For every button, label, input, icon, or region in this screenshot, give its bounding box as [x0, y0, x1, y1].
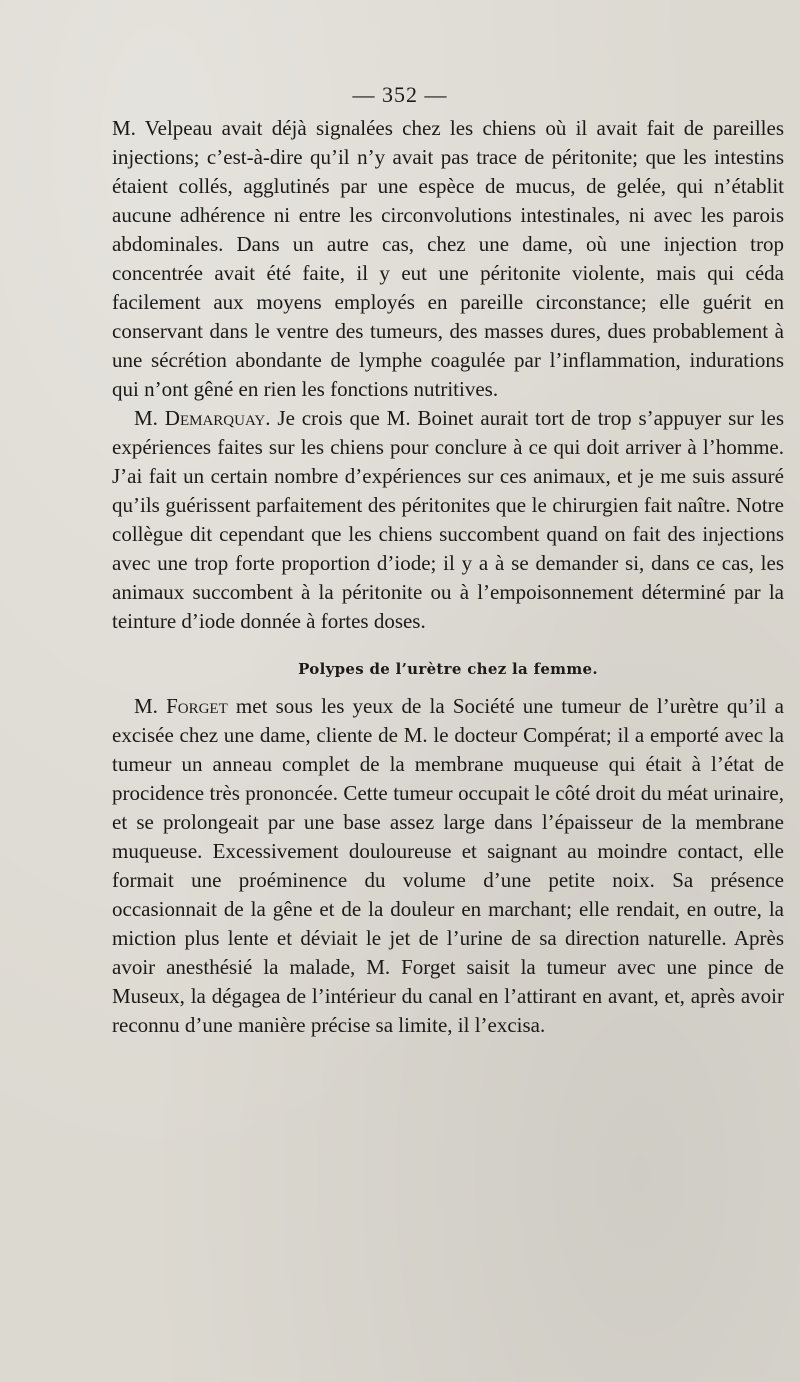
body-text	[112, 114, 784, 1040]
speaker-name: M. Forget	[134, 694, 228, 718]
page-number: — 352 —	[352, 82, 448, 107]
paragraph-text: met sous les yeux de la Société une tumeur de l’urètre qu’il a excisée chez une dame, cliente de M. le docteur Compérat; il a emporté avec la tumeur un anneau complet de la membrane muqueuse qui était à l’état de procidence très prononcée. Cette tumeur occupait le côté droit du méat urinaire, et se prolongeait par une base assez large dans l’épaisseur de la membrane muqueuse. Excessivement douloureuse et saignant au moindre contact, elle formait une proéminence du volume d’une petite noix. Sa présence occasionnait de la gêne et de la douleur en marchant; elle rendait, en outre, la miction plus lente et déviait le jet de l’urine de sa direction naturelle. Après avoir anesthésié la malade, M. Forget saisit la tumeur avec une pince de Museux, la dégagea de l’intérieur du canal en l’attirant en avant, et, après avoir reconnu d’une manière précise sa limite, il l’excisa.	[112, 694, 784, 1037]
paragraph-text: Je crois que M. Boinet aurait tort de trop s’appuyer sur les expériences faites sur les chiens pour conclure à ce qui doit arriver à l’homme. J’ai fait un certain nombre d’expériences sur ces animaux, et je me suis assuré qu’ils guérissent parfaitement des péritonites que le chirurgien fait naître. Notre collègue dit cependant que les chiens succombent quand on fait des injections avec une trop forte proportion d’iode; il y a à se demander si, dans ce cas, les animaux succombent à la péritonite ou à l’empoisonnement déterminé par la teinture d’iode donnée à fortes doses.	[112, 406, 784, 633]
paragraph-velpeau-continuation: M. Velpeau avait déjà signalées chez les chiens où il avait fait de pareilles injections; c’est-à-dire qu’il n’y avait pas trace de péritonite; que les intestins étaient collés, agglutinés par une espèce de mucus, de gelée, qui n’établit aucune adhérence ni entre les circonvolutions intestinales, ni avec les parois abdominales. Dans un autre cas, chez une dame, où une injection trop concentrée avait été faite, il y eut une péritonite violente, mais qui céda facilement aux moyens employés en pareille circonstance; elle guérit en conservant dans le ventre des tumeurs, des masses dures, dues probablement à une sécrétion abondante de lymphe coagulée par l’inflammation, indurations qui n’ont gêné en rien les fonctions nutritives.	[112, 116, 784, 401]
section-heading: Polypes de l’urètre chez la femme.	[298, 660, 598, 678]
paragraph-forget	[112, 692, 784, 1040]
paragraph-demarquay	[112, 404, 784, 636]
speaker-name: M. Demarquay.	[134, 406, 271, 430]
